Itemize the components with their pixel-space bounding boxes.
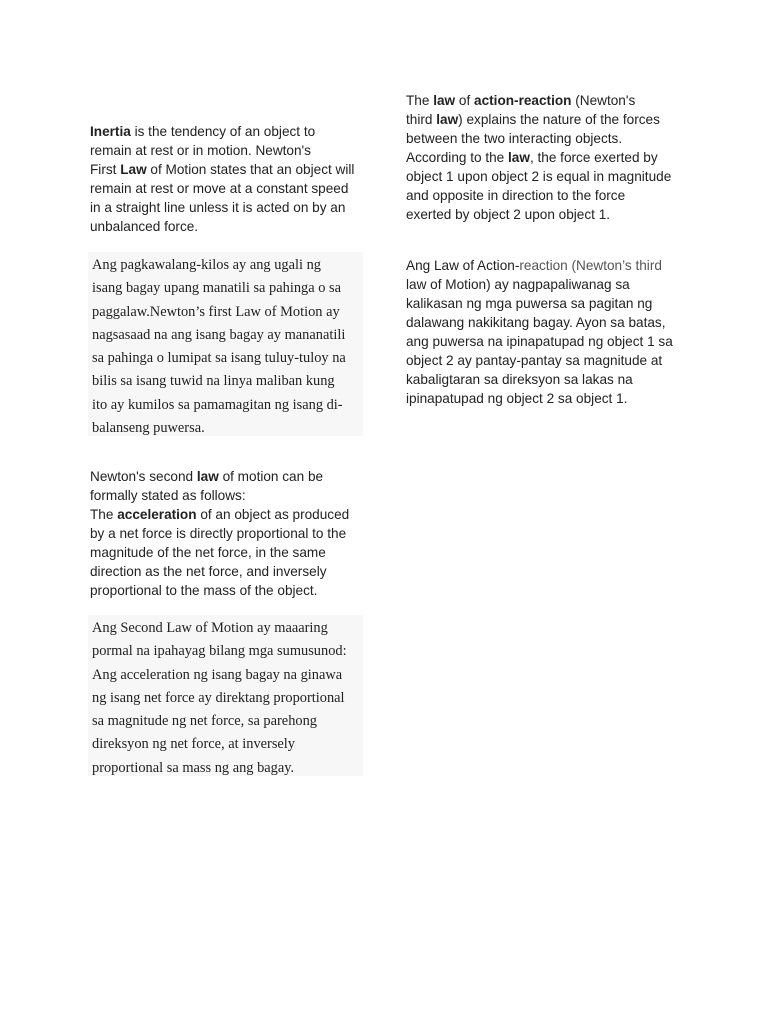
- text-line: [406, 256, 706, 275]
- text-line: magnitude of the net force, in the same: [90, 545, 326, 560]
- text-line: [406, 110, 696, 129]
- text-line: dalawang nakikitang bagay. Ayon sa batas,: [406, 315, 666, 330]
- text-span: is the tendency of an object to: [130, 124, 316, 139]
- text-line: by a net force is directly proportional to the: [90, 526, 347, 541]
- text-line: [90, 505, 370, 524]
- text-line: [90, 467, 370, 486]
- text-line: isang bagay upang manatili sa pahinga o sa: [92, 280, 341, 297]
- third-law-english: [406, 91, 696, 224]
- second-law-tagalog: [88, 615, 363, 776]
- text-line: object 2 ay pantay-pantay sa magnitude at: [406, 353, 663, 368]
- text-span: , the force exerted by: [529, 150, 658, 165]
- text-line: Ang Second Law of Motion ay maaaring: [92, 620, 328, 636]
- text-line: in a straight line unless it is acted on by an: [90, 200, 346, 215]
- text-line: direction as the net force, and inversely: [90, 564, 327, 579]
- term-law: law: [433, 93, 456, 108]
- text-line: remain at rest or move at a constant speed: [90, 181, 349, 196]
- term-law: law: [508, 150, 530, 165]
- text-span: Newton's second: [90, 469, 197, 484]
- text-line: ito ay kumilos sa pamamagitan ng isang di-: [92, 396, 343, 413]
- text-span: First: [90, 162, 121, 177]
- term-law: law: [436, 112, 459, 127]
- text-line: sa pahinga o lumipat sa isang tuluy-tuloy na: [92, 350, 346, 367]
- first-law-english: [90, 122, 370, 236]
- text-line: [406, 91, 696, 110]
- text-line: ng isang net force ay direktang proportional: [92, 689, 345, 706]
- text-span: The: [90, 507, 118, 522]
- text-span: of: [455, 93, 475, 108]
- term-action-reaction: action-reaction: [474, 93, 572, 108]
- text-line: between the two interacting objects.: [406, 131, 623, 146]
- text-line: [406, 148, 696, 167]
- text-line: remain at rest or in motion. Newton's: [90, 143, 311, 158]
- first-law-tagalog: [88, 252, 363, 436]
- term-acceleration: acceleration: [117, 507, 197, 522]
- text-line: kabaligtaran sa direksyon sa lakas na: [406, 372, 633, 387]
- text-span: of an object as produced: [196, 507, 350, 522]
- text-line: Ang acceleration ng isang bagay na ginawa: [92, 666, 343, 683]
- text-line: sa magnitude ng net force, sa parehong: [92, 713, 317, 730]
- text-span: third: [406, 112, 437, 127]
- text-line: formally stated as follows:: [90, 488, 246, 503]
- text-line: law of Motion) ay nagpapaliwanag sa: [406, 277, 630, 292]
- text-line: paggalaw.Newton’s first Law of Motion ay: [92, 303, 340, 320]
- text-line: and opposite in direction to the force: [406, 188, 626, 203]
- text-span: The: [406, 93, 434, 108]
- text-span: Ang Law of Action-: [406, 258, 520, 273]
- text-span: ) explains the nature of the forces: [458, 112, 660, 127]
- text-line: unbalanced force.: [90, 219, 199, 234]
- term-law: law: [196, 469, 219, 484]
- text-line: nagsasaad na ang isang bagay ay mananatili: [92, 326, 346, 343]
- text-line: object 1 upon object 2 is equal in magnitude: [406, 169, 672, 184]
- text-span: reaction (Newton’s third: [519, 258, 662, 273]
- text-line: balanseng puwersa.: [92, 420, 205, 437]
- third-law-tagalog: [406, 256, 706, 408]
- text-line: bilis sa isang tuwid na linya maliban kung: [92, 373, 335, 390]
- text-span: of Motion states that an object will: [146, 162, 355, 177]
- text-line: proportional sa mass ng ang bagay.: [92, 759, 295, 776]
- text-line: ang puwersa na ipinapatupad ng object 1 sa: [406, 334, 673, 349]
- term-law: Law: [120, 162, 147, 177]
- term-inertia: Inertia: [90, 124, 131, 139]
- text-line: kalikasan ng mga puwersa sa pagitan ng: [406, 296, 653, 311]
- text-span: According to the: [406, 150, 509, 165]
- text-line: [90, 160, 370, 179]
- text-line: Ang pagkawalang-kilos ay ang ugali ng: [92, 257, 321, 273]
- second-law-english: [90, 467, 370, 600]
- text-span: of motion can be: [218, 469, 324, 484]
- text-line: exerted by object 2 upon object 1.: [406, 207, 611, 222]
- text-span: (Newton's: [571, 93, 636, 108]
- text-line: pormal na ipahayag bilang mga sumusunod:: [92, 643, 347, 660]
- text-line: proportional to the mass of the object.: [90, 583, 318, 598]
- text-line: [90, 122, 370, 141]
- text-line: ipinapatupad ng object 2 sa object 1.: [406, 391, 628, 406]
- text-line: direksyon ng net force, at inversely: [92, 736, 296, 753]
